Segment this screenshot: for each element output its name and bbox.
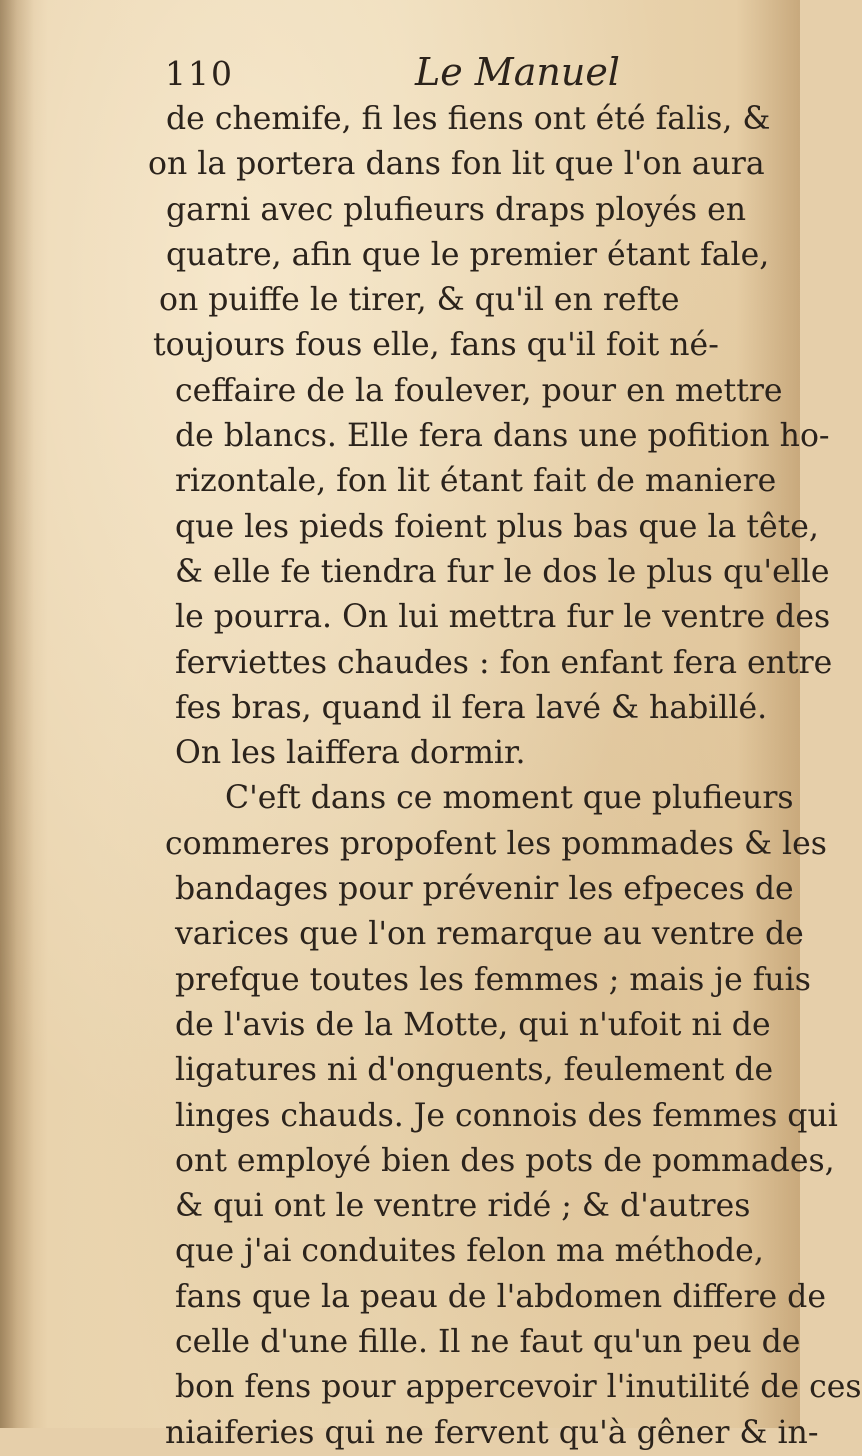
- text-line: le pourra. On lui mettra fur le ventre des: [175, 599, 831, 636]
- text-line: garni avec plufieurs draps ployés en: [166, 191, 747, 228]
- text-line: toujours fous elle, fans qu'il foit né-: [153, 327, 719, 364]
- text-line: quatre, afin que le premier étant fale,: [166, 236, 770, 273]
- page-gutter-shadow: [0, 0, 34, 1428]
- text-line: fans que la peau de l'abdomen differe de: [175, 1278, 826, 1315]
- text-line: varices que l'on remarque au ventre de: [175, 916, 804, 953]
- text-line: linges chauds. Je connois des femmes qui: [175, 1097, 838, 1134]
- text-line: bon fens pour appercevoir l'inutilité de ces: [175, 1369, 862, 1406]
- text-line: de chemife, fi les fiens ont été falis, &: [166, 101, 771, 137]
- running-title: Le Manuel: [415, 50, 620, 94]
- text-line: fes bras, quand il fera lavé & habillé.: [175, 689, 768, 726]
- text-line: C'eft dans ce moment que plufieurs: [225, 780, 794, 817]
- text-line: rizontale, fon lit étant fait de maniere: [175, 463, 777, 500]
- text-line: ceffaire de la foulever, pour en mettre: [175, 372, 783, 409]
- text-line: de l'avis de la Motte, qui n'ufoit ni de: [175, 1006, 771, 1043]
- page-header: [165, 50, 725, 102]
- page-number: 110: [165, 54, 234, 93]
- text-line: que les pieds foient plus bas que la tête,: [175, 508, 819, 545]
- body-text: [145, 97, 862, 1456]
- text-line: de blancs. Elle fera dans une pofition ho-: [175, 418, 830, 455]
- text-line: & elle fe tiendra fur le dos le plus qu'elle: [175, 553, 830, 590]
- text-line: niaiferies qui ne fervent qu'à gêner & in-: [165, 1414, 819, 1451]
- text-line: que j'ai conduites felon ma méthode,: [175, 1233, 764, 1270]
- text-line: & qui ont le ventre ridé ; & d'autres: [175, 1188, 751, 1225]
- text-line: celle d'une fille. Il ne faut qu'un peu de: [175, 1324, 801, 1361]
- text-line: ferviettes chaudes : fon enfant fera entre: [175, 644, 833, 681]
- text-line: ont employé bien des pots de pommades,: [175, 1142, 835, 1179]
- text-line: bandages pour prévenir les efpeces de: [175, 871, 794, 908]
- text-line: prefque toutes les femmes ; mais je fuis: [175, 961, 811, 998]
- text-line: On les laiffera dormir.: [175, 735, 526, 772]
- text-line: on puiffe le tirer, & qu'il en refte: [159, 282, 680, 319]
- text-line: commeres propofent les pommades & les: [165, 825, 827, 862]
- text-line: ligatures ni d'onguents, feulement de: [175, 1052, 774, 1089]
- text-line: on la portera dans fon lit que l'on aura: [148, 146, 765, 183]
